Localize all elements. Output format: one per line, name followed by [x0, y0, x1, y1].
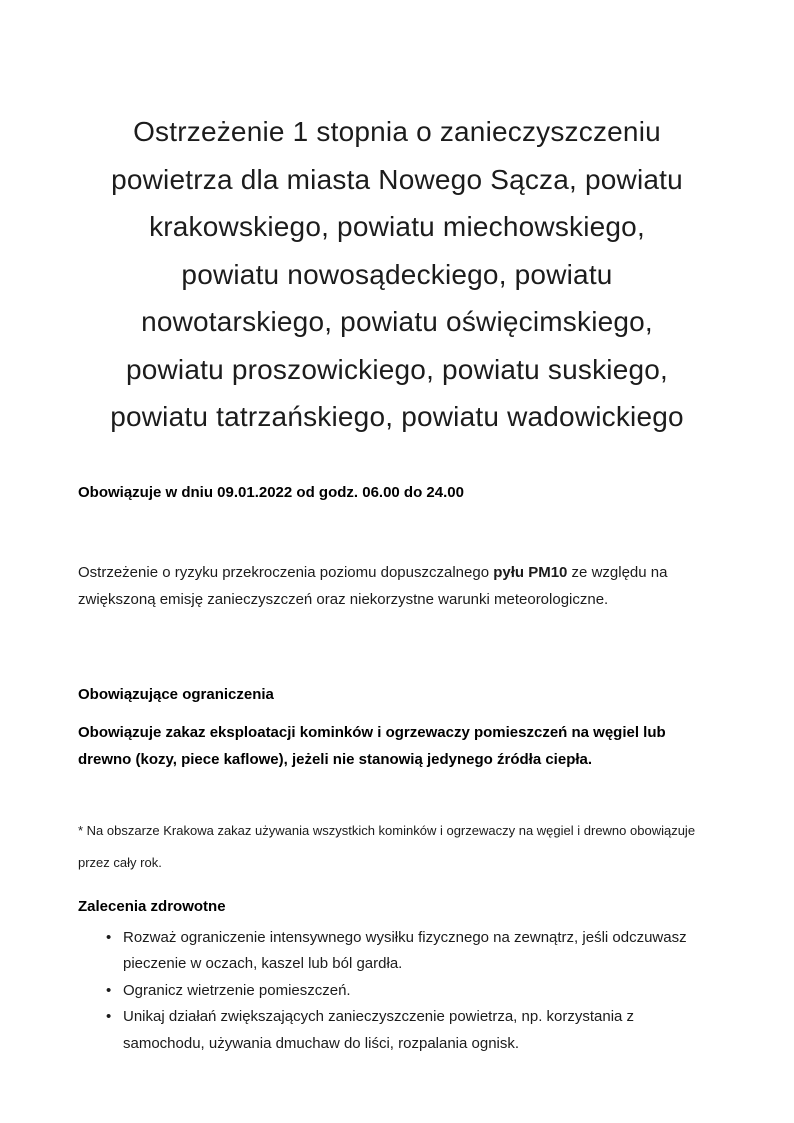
title-line: krakowskiego, powiatu miechowskiego,: [149, 211, 645, 242]
title-line: nowotarskiego, powiatu oświęcimskiego,: [141, 306, 653, 337]
validity-period: Obowiązuje w dniu 09.01.2022 od godz. 06.00 do 24.00: [78, 483, 464, 501]
title-line: powiatu proszowickiego, powiatu suskiego,: [125, 353, 669, 385]
health-recommendations-heading: Zalecenia zdrowotne: [78, 897, 226, 915]
title-line: powiatu tatrzańskiego, powiatu wadowickiego: [110, 401, 684, 432]
health-recommendation-item: • Ogranicz wietrzenie pomieszczeń.: [123, 978, 716, 1005]
risk-notice-text-after: ze względu na zwiększoną emisję zanieczyszczeń oraz niekorzystne warunki meteorologiczne.: [78, 563, 668, 608]
health-recommendation-item: • Rozważ ograniczenie intensywnego wysiłku fizycznego na zewnątrz, jeśli odczuwasz pieczenie w oczach, kaszel lub ból gardła.: [123, 925, 716, 978]
risk-notice: [78, 559, 716, 613]
health-recommendation-item: • Unikaj działań zwiększających zanieczyszczenie powietrza, np. korzystania z samochodu, używania dmuchaw do liści, rozpalania ognisk.: [123, 1004, 716, 1057]
krakow-footnote: * Na obszarze Krakowa zakaz używania wszystkich kominków i ogrzewaczy na węgiel i drewno obowiązuje przez cały rok.: [78, 822, 696, 870]
title-line: powiatu nowosądeckiego, powiatu: [181, 258, 613, 290]
risk-notice-text-before: Ostrzeżenie o ryzyku przekroczenia poziomu dopuszczalnego: [78, 563, 494, 581]
pollutant-name: pyłu PM10: [493, 563, 568, 581]
title-line: powietrza dla miasta Nowego Sącza, powiatu: [111, 163, 683, 195]
restrictions-heading: Obowiązujące ograniczenia: [78, 685, 274, 703]
document-title: [78, 108, 716, 441]
health-recommendations-list: [78, 925, 716, 1058]
restrictions-body: Obowiązuje zakaz eksploatacji kominków i ogrzewaczy pomieszczeń na węgiel lub drewno (kozy, piece kaflowe), jeżeli nie stanowią jedynego źródła ciepła.: [78, 723, 666, 768]
title-line: Ostrzeżenie 1 stopnia o zanieczyszczeniu: [133, 116, 661, 147]
